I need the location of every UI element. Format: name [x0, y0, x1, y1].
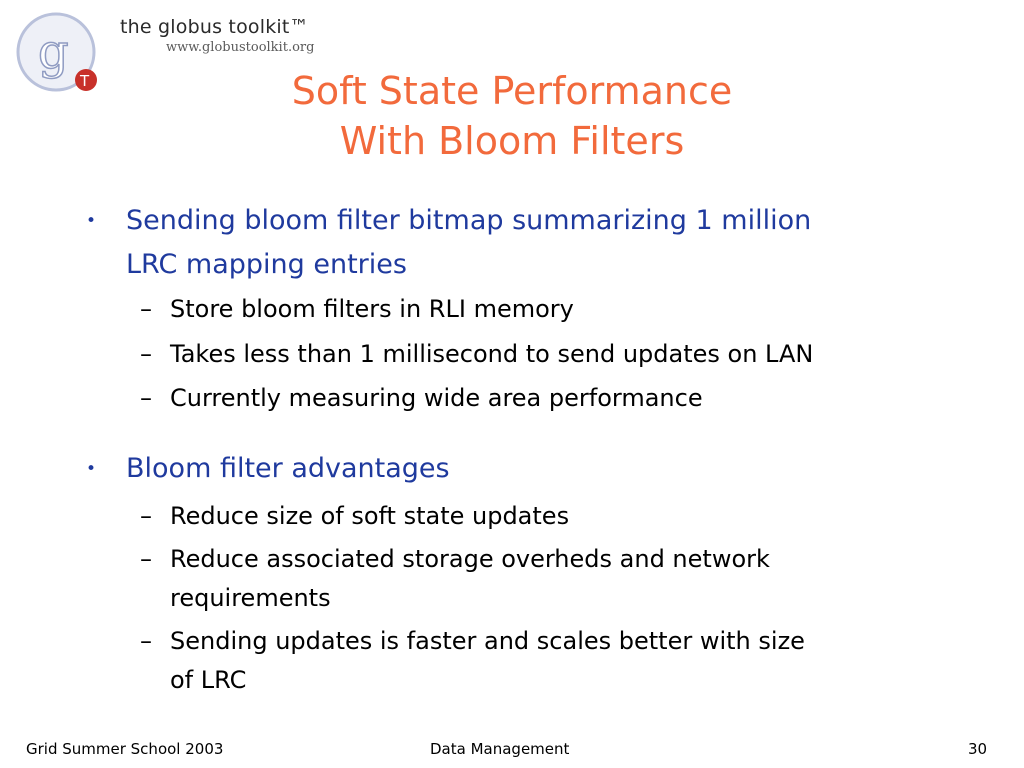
logo-name: the globus toolkit™: [120, 16, 309, 38]
dash-icon: –: [140, 627, 152, 655]
slide-title-line-2: With Bloom Filters: [339, 119, 685, 163]
svg-text:g: g: [38, 24, 69, 80]
slide-number: 30: [968, 740, 988, 758]
dash-icon: –: [140, 340, 152, 368]
logo-url: www.globustoolkit.org: [166, 40, 315, 55]
footer-event: Grid Summer School 2003: [26, 740, 224, 758]
slide-title-line-1: Soft State Performance: [291, 69, 733, 113]
dash-icon: –: [140, 545, 152, 573]
bullet-1-line-2: LRC mapping entries: [126, 249, 407, 280]
sub-bullet-text: Reduce size of soft state updates: [170, 502, 570, 530]
sub-bullet-text: Currently measuring wide area performance: [170, 384, 703, 412]
dash-icon: –: [140, 384, 152, 412]
sub-bullet-text: Takes less than 1 millisecond to send updates on LAN: [170, 340, 814, 368]
footer-topic: Data Management: [430, 740, 570, 758]
svg-text:T: T: [80, 72, 90, 90]
sub-bullet-text-cont: of LRC: [170, 666, 247, 694]
bullet-1-line-1: Sending bloom filter bitmap summarizing 1 million: [126, 205, 812, 236]
bullet-dot-icon: •: [86, 211, 97, 231]
dash-icon: –: [140, 295, 152, 323]
sub-bullet-text-cont: requirements: [170, 584, 331, 612]
sub-bullet-text: Store bloom filters in RLI memory: [170, 295, 574, 323]
sub-bullet-text: Sending updates is faster and scales better with size: [170, 627, 805, 655]
bullet-dot-icon: •: [86, 459, 97, 479]
dash-icon: –: [140, 502, 152, 530]
sub-bullet-text: Reduce associated storage overheds and network: [170, 545, 770, 573]
bullet-2-line-1: Bloom filter advantages: [126, 453, 450, 484]
